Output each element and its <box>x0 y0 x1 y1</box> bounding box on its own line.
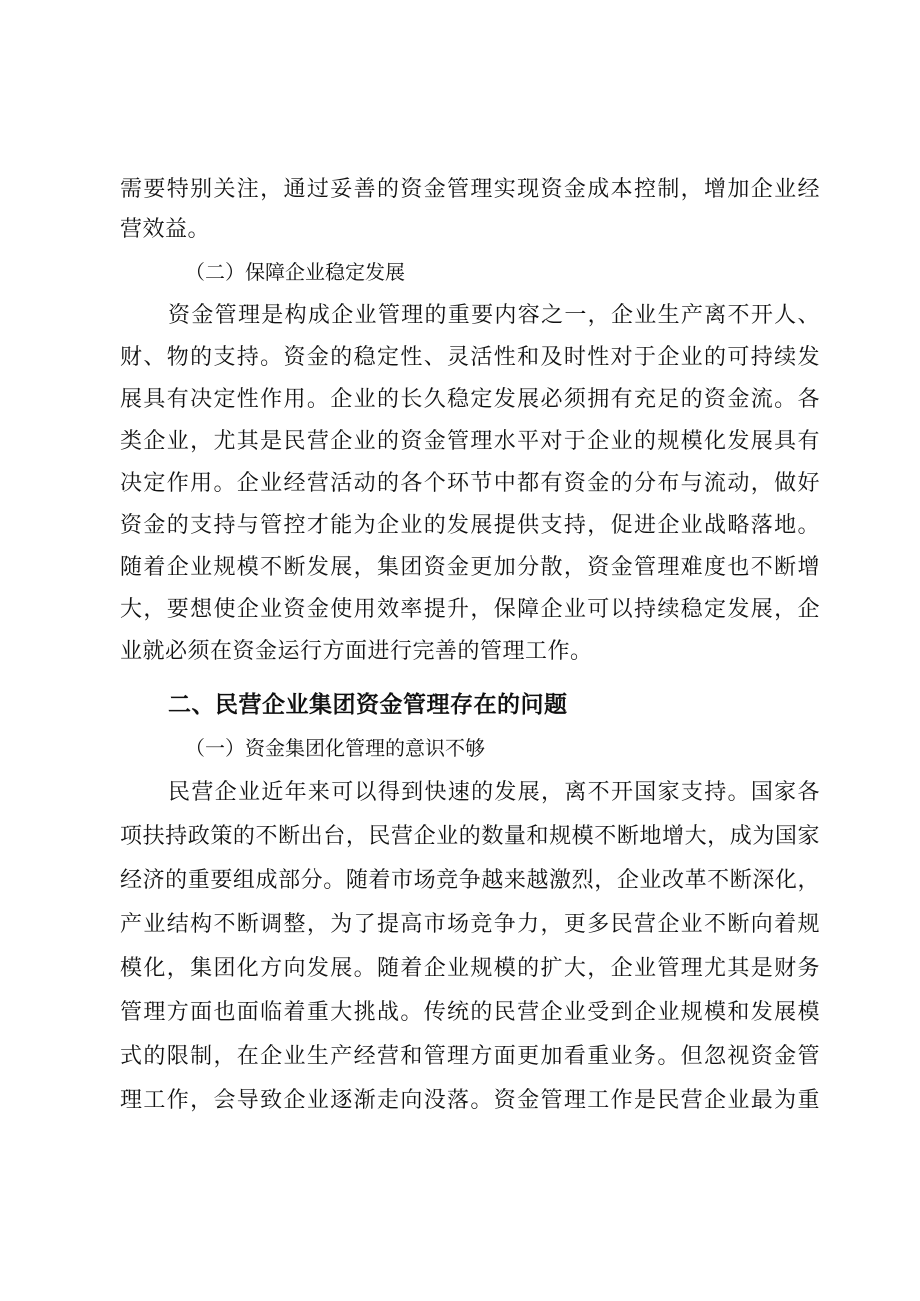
subsection-heading: （二）保障企业稳定发展 <box>185 260 405 284</box>
paragraph-line: 理工作，会导致企业逐渐走向没落。资金管理工作是民营企业最为重 <box>120 1088 820 1113</box>
paragraph-line: 类企业，尤其是民营企业的资金管理水平对于企业的规模化发展具有 <box>120 429 820 454</box>
paragraph-line: 决定作用。企业经营活动的各个环节中都有资金的分布与流动，做好 <box>120 471 820 496</box>
paragraph-line: 随着企业规模不断发展，集团资金更加分散，资金管理难度也不断增 <box>120 555 820 580</box>
paragraph-line: 大，要想使企业资金使用效率提升，保障企业可以持续稳定发展，企 <box>120 597 820 622</box>
subsection-heading: （一）资金集团化管理的意识不够 <box>185 736 485 760</box>
paragraph-line: 管理方面也面临着重大挑战。传统的民营企业受到企业规模和发展模 <box>120 1000 820 1025</box>
paragraph-line: 式的限制，在企业生产经营和管理方面更加看重业务。但忽视资金管 <box>120 1044 820 1069</box>
paragraph-line: 项扶持政策的不断出台，民营企业的数量和规模不断地增大，成为国家 <box>120 824 820 849</box>
paragraph-line: 经济的重要组成部分。随着市场竞争越来越激烈，企业改革不断深化， <box>120 868 820 893</box>
paragraph-line: 模化，集团化方向发展。随着企业规模的扩大，企业管理尤其是财务 <box>120 956 820 981</box>
paragraph-line: 资金管理是构成企业管理的重要内容之一，企业生产离不开人、 <box>168 303 820 328</box>
paragraph-line: 业就必须在资金运行方面进行完善的管理工作。 <box>120 639 593 664</box>
paragraph-line: 需要特别关注，通过妥善的资金管理实现资金成本控制，增加企业经 <box>120 177 820 202</box>
paragraph-line: 资金的支持与管控才能为企业的发展提供支持，促进企业战略落地。 <box>120 513 820 538</box>
section-heading: 二、民营企业集团资金管理存在的问题 <box>168 692 568 718</box>
paragraph-line: 财、物的支持。资金的稳定性、灵活性和及时性对于企业的可持续发 <box>120 345 820 370</box>
paragraph-line: 民营企业近年来可以得到快速的发展，离不开国家支持。国家各 <box>168 780 820 805</box>
paragraph-line: 展具有决定性作用。企业的长久稳定发展必须拥有充足的资金流。各 <box>120 387 820 412</box>
paragraph-line: 产业结构不断调整，为了提高市场竞争力，更多民营企业不断向着规 <box>120 912 820 937</box>
paragraph-line: 营效益。 <box>120 217 211 242</box>
